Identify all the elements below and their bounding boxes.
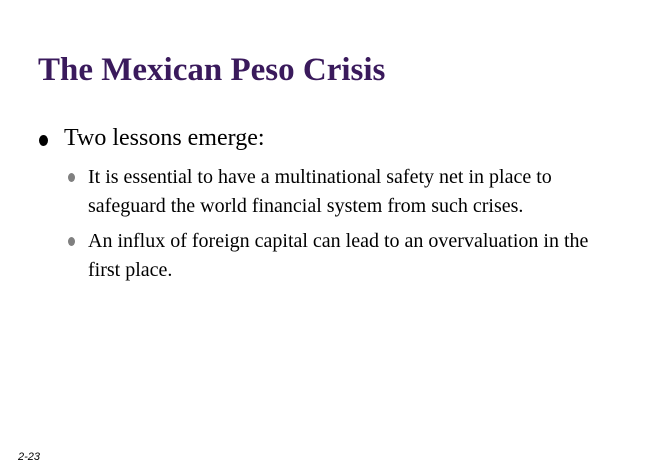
slide-title: The Mexican Peso Crisis xyxy=(38,52,386,88)
main-bullet-text: Two lessons emerge: xyxy=(64,125,265,151)
sub-bullet-item xyxy=(68,163,608,221)
page-number: 2-23 xyxy=(18,451,41,463)
sub-bullet-dot-icon xyxy=(68,173,75,182)
sub-bullet-dot-icon xyxy=(68,237,75,246)
bullet-dot-icon xyxy=(39,135,48,146)
sub-bullet-list xyxy=(68,163,608,291)
sub-bullet-text: It is essential to have a multinational safety net in place to safeguard the world financial system from such crises. xyxy=(88,166,552,217)
sub-bullet-text: An influx of foreign capital can lead to an overvaluation in the first place. xyxy=(88,230,589,281)
sub-bullet-item xyxy=(68,227,608,285)
